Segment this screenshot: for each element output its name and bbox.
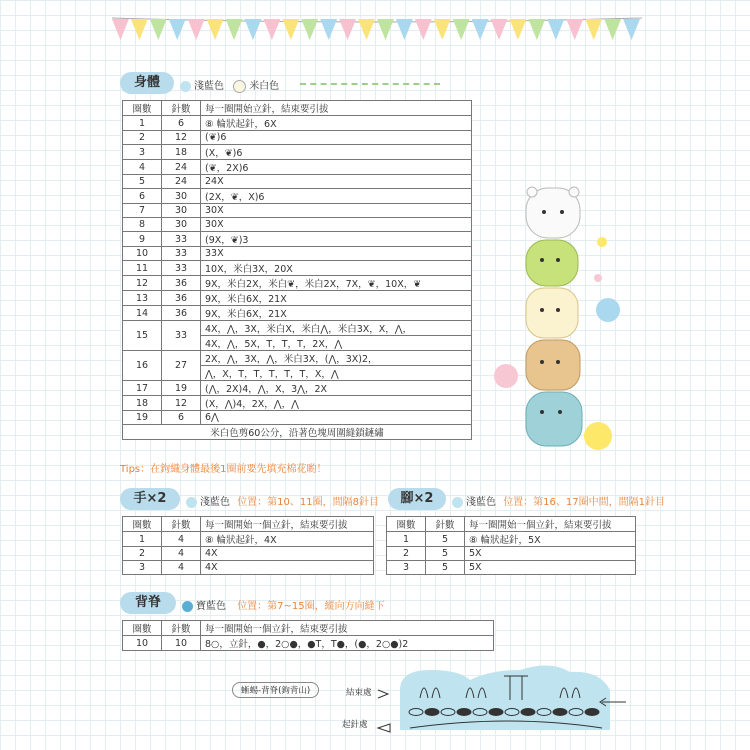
decor-dot [584,422,612,450]
bunting-flag [472,19,489,40]
instruction-cell: 10X，米白3X，20X [201,261,472,276]
table-row [123,247,472,261]
count-cell: 24 [162,160,201,175]
table-row [123,131,472,145]
bunting-flag [528,19,545,40]
table-row [123,175,472,189]
body-section-title: 身體 [120,72,174,94]
count-cell: 33 [162,247,201,261]
instruction-cell: ⋀，X，T，T，T，T，T，X，⋀ [201,366,472,381]
chain-stitch [489,709,503,716]
hand-pattern-table [122,516,374,575]
bunting-flag [510,19,527,40]
table-row [123,396,472,411]
count-cell: 12 [162,396,201,411]
instruction-cell: ⑧ 輪狀起針，5X [465,532,636,547]
hand-legend [186,493,379,508]
bunting-flag [491,19,508,40]
col-round-header: 圈數 [387,517,426,532]
foot-legend [452,493,665,508]
end-arrow-icon [378,690,388,698]
round-cell: 1 [387,532,426,547]
chain-stitch [457,709,471,716]
table-row [387,532,636,547]
table-row [123,351,472,366]
round-cell: 10 [123,636,162,651]
count-cell: 33 [162,321,201,351]
instruction-cell: (X，❦)6 [201,145,472,160]
instruction-cell: 6⋀ [201,411,472,425]
bunting-flag [434,19,451,40]
count-cell: 18 [162,145,201,160]
col-instructions-header: 每一圈開始一個立針，結束要引拔 [201,621,494,636]
legend-off-white-label: 米白色 [249,81,280,92]
instruction-cell: 9X，米白6X，21X [201,306,472,321]
instruction-cell: (2X，❦，X)6 [201,189,472,204]
count-cell: 30 [162,189,201,204]
count-cell: 10 [162,636,201,651]
bunting-flag [623,19,640,40]
back-legend [182,597,385,612]
instruction-cell: 2X，⋀，3X，⋀，米白3X，(⋀，3X)2， [201,351,472,366]
instruction-cell: (❦，2X)6 [201,160,472,175]
instruction-cell: 30X [201,204,472,218]
chain-stitch [425,709,439,716]
start-arrow-icon [378,724,390,732]
count-cell: 33 [162,232,201,247]
foot-pattern-table [386,516,636,575]
bunting-flag [263,19,280,40]
table-row [123,291,472,306]
brown-character-icon [526,340,580,390]
back-section-title: 背脊 [120,592,176,614]
bunting-flag [226,19,243,40]
back-color-label: 寶藍色 [196,601,226,612]
col-round-header: 圈數 [123,101,162,116]
table-row [123,306,472,321]
dashed-divider [300,83,440,85]
count-cell: 4 [162,547,201,561]
table-row [123,232,472,247]
round-cell: 17 [123,381,162,396]
back-pattern-table [122,620,494,651]
instruction-cell: (X，⋀)4，2X，⋀，⋀ [201,396,472,411]
instruction-cell: 5X [465,547,636,561]
instruction-cell: (9X，❦)3 [201,232,472,247]
bunting-flag [207,19,224,40]
decor-dot [494,364,518,388]
round-cell: 2 [123,131,162,145]
col-round-header: 圈數 [123,517,162,532]
back-stitch-diagram [370,650,640,740]
instruction-cell: ⑧ 輪狀起針，4X [201,532,374,547]
count-cell: 6 [162,411,201,425]
table-row [123,160,472,175]
count-cell: 36 [162,276,201,291]
round-cell: 15 [123,321,162,351]
bunting-flag [150,19,167,40]
polar-bear-icon [526,187,580,238]
table-row [123,381,472,396]
light-blue-swatch-icon [186,497,197,508]
decor-dot [594,274,602,282]
foot-color-label: 淺藍色 [466,497,496,508]
round-cell: 1 [123,532,162,547]
diagram-end-label: 結束處 [346,688,372,698]
round-cell: 3 [123,561,162,575]
bunting-flag [377,19,394,40]
table-row [123,547,374,561]
count-cell: 5 [426,532,465,547]
bunting-flag [301,19,318,40]
chain-stitch [553,709,567,716]
bunting-flag [396,19,413,40]
bunting-flag [585,19,602,40]
table-row [387,547,636,561]
diagram-shape [400,665,610,730]
bunting-flag [245,19,262,40]
foot-position: 位置：第16、17圈中間，間隔1針目 [503,497,665,508]
bunting-flag [169,19,186,40]
diagram-start-label: 起針處 [342,720,368,730]
count-cell: 27 [162,351,201,381]
instruction-cell: 4X，⋀，5X，T，T，T，2X，⋀ [201,336,472,351]
instruction-cell: ⑧ 輪狀起針，6X [201,116,472,131]
col-count-header: 針數 [162,621,201,636]
instruction-cell: 33X [201,247,472,261]
bunting-flag [604,19,621,40]
count-cell: 30 [162,204,201,218]
round-cell: 6 [123,189,162,204]
col-count-header: 針數 [162,101,201,116]
bunting-flag [282,19,299,40]
count-cell: 36 [162,306,201,321]
chain-stitch [585,709,599,716]
bunting-flag [188,19,205,40]
bunting-flag [566,19,583,40]
round-cell: 10 [123,247,162,261]
round-cell: 11 [123,261,162,276]
round-cell: 13 [123,291,162,306]
hand-position: 位置：第10、11圈，間隔8針目 [237,497,379,508]
bunting-flag [112,19,129,40]
table-row [123,145,472,160]
diagram-title: 蜥蜴-背脊(鉤背山) [232,682,319,698]
instruction-cell: 4X [201,561,374,575]
count-cell: 24 [162,175,201,189]
cat-character-icon [526,288,578,338]
table-row [123,189,472,204]
count-cell: 5 [426,547,465,561]
table-row [123,411,472,425]
col-count-header: 針數 [426,517,465,532]
bunting-flag [320,19,337,40]
instruction-cell: (❦)6 [201,131,472,145]
characters-illustration [490,180,630,460]
instruction-cell: 9X，米白6X，21X [201,291,472,306]
count-cell: 12 [162,131,201,145]
royal-blue-swatch-icon [182,601,193,612]
table-row [123,636,494,651]
col-count-header: 針數 [162,517,201,532]
green-character-icon [526,240,578,286]
table-row [123,321,472,336]
instruction-cell: 5X [465,561,636,575]
count-cell: 6 [162,116,201,131]
instruction-cell: 24X [201,175,472,189]
round-cell: 5 [123,175,162,189]
instruction-cell: 8○，立針，●，2○●，●T，T●，(●，2○●)2 [201,636,494,651]
legend-light-blue-label: 淺藍色 [194,81,224,92]
instruction-cell: 9X，米白2X，米白❦，米白2X，7X，❦，10X，❦ [201,276,472,291]
round-cell: 16 [123,351,162,381]
round-cell: 18 [123,396,162,411]
table-row [123,116,472,131]
decor-dot [596,298,620,322]
count-cell: 4 [162,532,201,547]
blue-lizard-icon [526,392,582,446]
off-white-swatch-icon [233,80,246,93]
hand-section-title: 手×2 [120,488,180,510]
bunting-flag [415,19,432,40]
table-row [123,561,374,575]
count-cell: 33 [162,261,201,276]
round-cell: 8 [123,218,162,232]
bunting-flag [547,19,564,40]
col-instructions-header: 每一圈開始一個立針，結束要引拔 [201,517,374,532]
hand-color-label: 淺藍色 [200,497,230,508]
count-cell: 5 [426,561,465,575]
instruction-cell: 4X，⋀，3X，米白X，米白⋀，米白3X，X，⋀， [201,321,472,336]
round-cell: 9 [123,232,162,247]
bunting-flag [131,19,148,40]
table-row [123,276,472,291]
bunting-flag [453,19,470,40]
light-blue-swatch-icon [452,497,463,508]
table-row [387,561,636,575]
col-round-header: 圈數 [123,621,162,636]
count-cell: 19 [162,381,201,396]
instruction-cell: 4X [201,547,374,561]
chain-stitch [521,709,535,716]
col-instructions-header: 每一圈開始立針，結束要引拔 [201,101,472,116]
round-cell: 3 [387,561,426,575]
body-legend [180,77,279,93]
tips-note: Tips：在鉤織身體最後1圈前要先填充棉花喲！ [120,464,327,475]
instruction-cell: (⋀，2X)4，⋀，X，3⋀，2X [201,381,472,396]
col-instructions-header: 每一圈開始一個立針，結束要引拔 [465,517,636,532]
count-cell: 30 [162,218,201,232]
instruction-cell: 30X [201,218,472,232]
body-table-footer: 米白色剪60公分，沿著色塊周圍縫鎖鏈繡 [123,425,472,440]
count-cell: 36 [162,291,201,306]
round-cell: 12 [123,276,162,291]
round-cell: 14 [123,306,162,321]
table-row [123,204,472,218]
foot-section-title: 腳×2 [388,488,446,510]
light-blue-swatch-icon [180,81,191,92]
round-cell: 4 [123,160,162,175]
round-cell: 19 [123,411,162,425]
count-cell: 4 [162,561,201,575]
bunting-decoration [112,16,642,52]
table-row [123,261,472,276]
table-row [123,532,374,547]
bunting-flag [358,19,375,40]
bunting-flag [339,19,356,40]
table-row [123,218,472,232]
decor-dot [597,237,607,247]
round-cell: 7 [123,204,162,218]
round-cell: 3 [123,145,162,160]
body-pattern-table [122,100,472,440]
round-cell: 1 [123,116,162,131]
round-cell: 2 [123,547,162,561]
back-position: 位置：第7~15圈，縱向方向縫下 [237,601,385,612]
round-cell: 2 [387,547,426,561]
